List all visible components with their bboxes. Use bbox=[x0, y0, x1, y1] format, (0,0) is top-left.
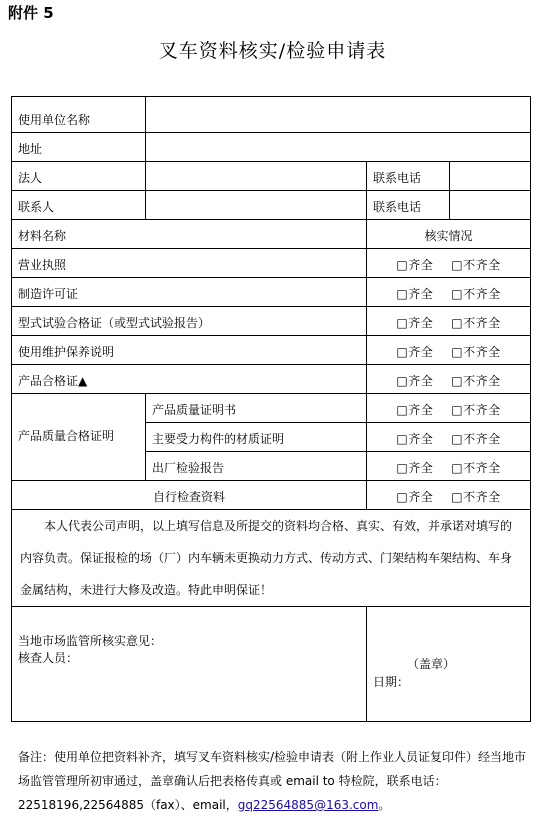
note-text: 备注：使用单位把资料补齐，填写叉车资料核实/检验申请表（附上作业人员证复印件）经当地市场监管管理所初审通过，盖章确认后把表格传真或 email to 特检院，联系电话：22518196,22564885（fax）、email， bbox=[18, 750, 527, 812]
contact-label: 联系人 bbox=[12, 191, 146, 220]
incomplete-checkbox[interactable]: □不齐全 bbox=[451, 345, 501, 359]
complete-checkbox[interactable]: □齐全 bbox=[396, 490, 434, 504]
seal-label: （盖章） bbox=[407, 657, 456, 671]
check-cell bbox=[367, 307, 531, 336]
material-maintenance-manual: 使用维护保养说明 bbox=[12, 336, 367, 365]
phone-field-1[interactable] bbox=[450, 162, 531, 191]
incomplete-checkbox[interactable]: □不齐全 bbox=[451, 374, 501, 388]
legal-person-label: 法人 bbox=[12, 162, 146, 191]
incomplete-checkbox[interactable]: □不齐全 bbox=[451, 258, 501, 272]
phone-label-2: 联系电话 bbox=[367, 191, 450, 220]
self-check-label: 自行检查资料 bbox=[12, 481, 367, 510]
complete-checkbox[interactable]: □齐全 bbox=[396, 403, 434, 417]
check-cell bbox=[367, 249, 531, 278]
date-label: 日期： bbox=[373, 675, 410, 689]
complete-checkbox[interactable]: □齐全 bbox=[396, 374, 434, 388]
check-cell bbox=[367, 278, 531, 307]
legal-person-field[interactable] bbox=[146, 162, 367, 191]
complete-checkbox[interactable]: □齐全 bbox=[396, 258, 434, 272]
material-business-license: 营业执照 bbox=[12, 249, 367, 278]
complete-checkbox[interactable]: □齐全 bbox=[396, 287, 434, 301]
review-opinion-cell[interactable] bbox=[12, 607, 367, 722]
materials-header: 材料名称 bbox=[12, 220, 367, 249]
phone-field-2[interactable] bbox=[450, 191, 531, 220]
unit-name-label: 使用单位名称 bbox=[12, 97, 146, 133]
address-field[interactable] bbox=[146, 133, 531, 162]
check-cell bbox=[367, 394, 531, 423]
phone-label-1: 联系电话 bbox=[367, 162, 450, 191]
quality-item-material-proof: 主要受力构件的材质证明 bbox=[146, 423, 367, 452]
incomplete-checkbox[interactable]: □不齐全 bbox=[451, 432, 501, 446]
note-end: 。 bbox=[378, 798, 391, 812]
declaration-text: 本人代表公司声明，以上填写信息及所提交的资料均合格、真实、有效，并承诺对填写的内容负责。保证报检的场（厂）内车辆未更换动力方式、传动方式、门架结构车架结构、车身金属结构，未进行大修及改造。特此申明保证！ bbox=[12, 510, 531, 607]
seal-cell[interactable] bbox=[367, 607, 531, 722]
contact-field[interactable] bbox=[146, 191, 367, 220]
check-cell bbox=[367, 336, 531, 365]
check-cell bbox=[367, 481, 531, 510]
review-opinion-label: 当地市场监管所核实意见： bbox=[18, 634, 163, 648]
reviewer-label: 核查人员： bbox=[18, 651, 79, 665]
address-label: 地址 bbox=[12, 133, 146, 162]
material-product-certificate: 产品合格证▲ bbox=[12, 365, 367, 394]
application-form-table bbox=[11, 96, 531, 722]
material-manufacturing-license: 制造许可证 bbox=[12, 278, 367, 307]
material-type-test-certificate: 型式试验合格证（或型式试验报告） bbox=[12, 307, 367, 336]
check-cell bbox=[367, 365, 531, 394]
incomplete-checkbox[interactable]: □不齐全 bbox=[451, 316, 501, 330]
check-cell bbox=[367, 452, 531, 481]
complete-checkbox[interactable]: □齐全 bbox=[396, 316, 434, 330]
quality-item-factory-report: 出厂检验报告 bbox=[146, 452, 367, 481]
check-cell bbox=[367, 423, 531, 452]
attachment-label: 附件 5 bbox=[8, 4, 54, 22]
quality-group-label: 产品质量合格证明 bbox=[12, 394, 146, 481]
complete-checkbox[interactable]: □齐全 bbox=[396, 345, 434, 359]
email-link[interactable]: gq22564885@163.com bbox=[237, 798, 379, 812]
incomplete-checkbox[interactable]: □不齐全 bbox=[451, 403, 501, 417]
quality-item-certificate: 产品质量证明书 bbox=[146, 394, 367, 423]
incomplete-checkbox[interactable]: □不齐全 bbox=[451, 287, 501, 301]
incomplete-checkbox[interactable]: □不齐全 bbox=[451, 461, 501, 475]
footer-note bbox=[18, 745, 533, 817]
unit-name-field[interactable] bbox=[146, 97, 531, 133]
incomplete-checkbox[interactable]: □不齐全 bbox=[451, 490, 501, 504]
complete-checkbox[interactable]: □齐全 bbox=[396, 461, 434, 475]
status-header: 核实情况 bbox=[367, 220, 531, 249]
complete-checkbox[interactable]: □齐全 bbox=[396, 432, 434, 446]
form-title: 叉车资料核实/检验申请表 bbox=[158, 40, 387, 62]
